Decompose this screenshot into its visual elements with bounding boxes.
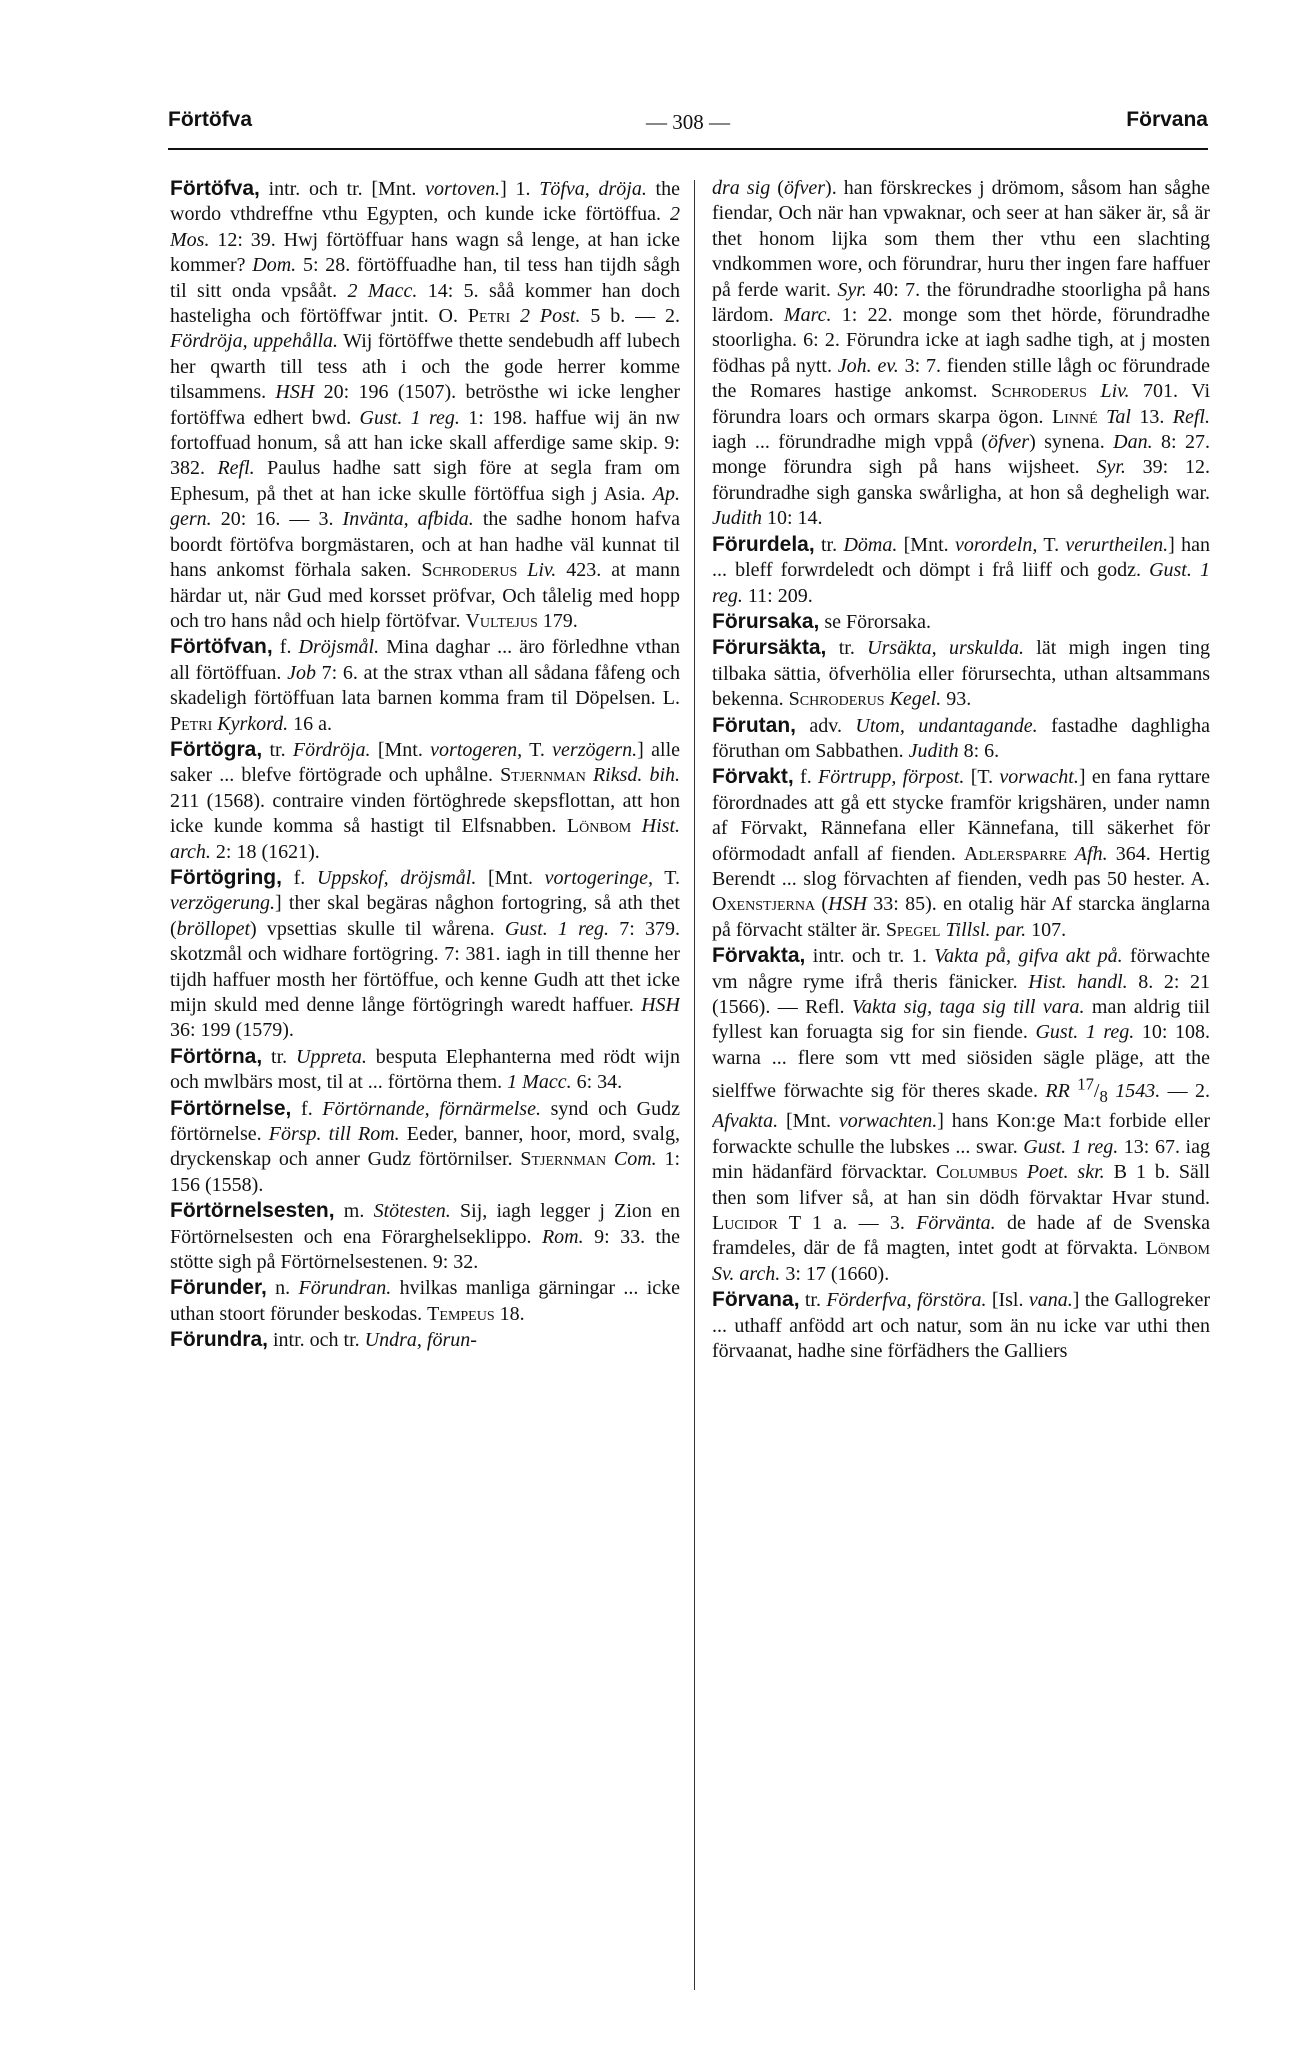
entry-definition: intr. och tr. 1. Vakta på, gifva akt på. förwachte vm någre ryme ifrå theris fänicker. Hist. handl. 8. 2: 21 (1566). — Refl. Vakta sig, taga sig till vara. man aldrig tiil fyllest kan foruagta sig for sin fiende. Gust. 1 reg. 10: 108. warna ... flere som vtt med siösiden sägle pläge, att the sielffwe förwachte sig för theres skade. RR $^{17}/_8$ 1543. — 2. Afvakta. [Mnt. vorwachten.] hans Kon:ge Ma:t forbide eller forwackte schulle the lubskes ... swar. Gust. 1 reg. 13: 67. iag min hädanfärd förvacktar. Columbus Poet. skr. B 1 b. Säll then som lifver så, at han sin dödh förvaktar Hvar stund. Lucidor T 1 a. — 3. Förvänta. de hade af de Svenska framdeles, där de få magten, intet godt at förvakta. Lönbom Sv. arch. 3: 17 (1660).	[712, 945, 1210, 1285]
dictionary-entry	[712, 635, 1210, 712]
entry-headword: Förtörnelse,	[170, 1096, 292, 1120]
entry-definition: f. Förtrupp, förpost. [T. vorwacht.] en fana ryttare förordnades att gå ett stycke framför krigshären, under namn af Förvakt, Rännefana eller Kännefana, till säkerhet för oförmodadt anfall af fienden. Adlersparre Afh. 364. Hertig Berendt ... slog förvachten af fienden, vedh pas 50 hester. A. Oxenstjerna (HSH 33: 85). en otalig här Af starcka änglarna på förvacht stälter är. Spegel Tillsl. par. 107.	[712, 766, 1210, 941]
dictionary-entry	[170, 1275, 680, 1327]
entry-headword: Förtöfva,	[170, 177, 260, 200]
dictionary-entry	[170, 176, 680, 634]
entry-headword: Förvakta,	[712, 944, 806, 968]
entry-definition: intr. och tr. [Mnt. vortoven.] 1. Töfva, dröja. the wordo vthdreffne vthu Egypten, och kunde icke förtöffua. 2 Mos. 12: 39. Hwj förtöffuar hans wagn så lenge, at han icke kommer? Dom. 5: 28. förtöffuadhe han, til tess han tijdh sågh til sitt onda vpsååt. 2 Macc. 14: 5. såå kommer han doch hasteligha och förtöffwar jntit. O. Petri 2 Post. 5 b. — 2. Fördröja, uppehålla. Wij förtöffwe thette sendebudh aff lubech her qwarth till tess ath i och the gode herrer komme tilsammens. HSH 20: 196 (1507). betrösthe wi icke lengher fortöffwa edhert bwd. Gust. 1 reg. 1: 198. haffue wij än nw fortoffuad honum, så att han icke skall afferdige same skip. 9: 382. Refl. Paulus hadhe satt sigh före at segla fram om Ephesum, på thet at han icke skulle förtöffua sigh j Asia. Ap. gern. 20: 16. — 3. Invänta, afbida. the sadhe honom hafva boordt förtöfva borgmästaren, och at han hadhe väl kunnat til hans ankomst förhala saken. Schroderus Liv. 423. at mann härdar ut, när Gud med korsset pröfvar, Och tålelig med hopp och tro hans nåd och hielp förtöfvar. Vultejus 179.	[170, 178, 680, 632]
dictionary-entry	[712, 943, 1210, 1287]
header-rule	[168, 148, 1208, 150]
dictionary-entry	[170, 865, 680, 1044]
dictionary-entry	[712, 532, 1210, 609]
header-left-headword: Förtöfva	[168, 108, 252, 131]
dictionary-entry	[170, 1044, 680, 1096]
right-column	[712, 176, 1210, 2006]
dictionary-entry	[712, 1287, 1210, 1364]
dictionary-entry	[170, 634, 680, 737]
entry-headword: Förtögra,	[170, 737, 263, 761]
entry-headword: Förvakt,	[712, 765, 794, 789]
entry-headword: Förtöfvan,	[170, 635, 273, 659]
entry-definition: n. Förundran. hvilkas manliga gärningar ... icke uthan stoort förunder beskodas. Tempeus 18.	[170, 1277, 680, 1325]
header-right-headword: Förvana	[1126, 108, 1208, 131]
entry-definition: tr. Ursäkta, urskulda. lät migh ingen ting tilbaka sättia, öfverhölia eller förursechta, uthan altsammans bekenna. Schroderus Kegel. 93.	[712, 637, 1210, 711]
dictionary-entry	[170, 1198, 680, 1275]
entry-definition: dra sig (öfver). han förskreckes j drömom, såsom han såghe fiendar, Och när han vpwaknar, och seer at han säker är, så är thet honom lijka som them ther vthu een slachting vndkommen wore, och förundrar, huru ther ingen fare haffuer på ferde warit. Syr. 40: 7. the förundradhe stoorligha på hans lärdom. Marc. 1: 22. monge som thet hörde, förundradhe stoorligha. 6: 2. Förundra icke at iagh sadhe tigh, at j mosten födhas på nytt. Joh. ev. 3: 7. fienden stille lågh oc förundrade the Romares hastige ankomst. Schroderus Liv. 701. Vi förundra loars och ormars skarpa ögon. Linné Tal 13. Refl. iagh ... förundradhe migh vppå (öfver) synena. Dan. 8: 27. monge förundra sigh på hans wijsheet. Syr. 39: 12. förundradhe sigh ganska swårligha, at hon så degheligh war. Judith 10: 14.	[712, 177, 1210, 530]
entry-definition: tr. Förderfva, förstöra. [Isl. vana.] the Gallogreker ... uthaff anfödd art och natur, som än nu icke var uthi then förvaanat, hadhe sine förfädhers the Galliers	[712, 1289, 1210, 1362]
dictionary-entry	[712, 176, 1210, 532]
entry-headword: Förurdela,	[712, 532, 815, 556]
entry-headword: Förunder,	[170, 1276, 267, 1300]
entry-headword: Förtörnelsesten,	[170, 1199, 335, 1223]
entry-definition: intr. och tr. Undra, förun-	[268, 1329, 477, 1352]
left-column	[170, 176, 680, 2006]
entry-headword: Förvana,	[712, 1288, 800, 1312]
entry-definition: f. Förtörnande, förnärmelse. synd och Gudz förtörnelse. Försp. till Rom. Eeder, banner, hoor, mord, svalg, dryckenskap och anner Gudz förtörnilser. Stjernman Com. 1: 156 (1558).	[170, 1097, 680, 1196]
entry-definition: f. Uppskof, dröjsmål. [Mnt. vortogeringe, T. verzögerung.] ther skal begäras någhon fortogring, så ath thet (bröllopet) vpsettias skulle til wårena. Gust. 1 reg. 7: 379. skotzmål och widhare fortögring. 7: 381. iagh in till thenne her tijdh haffuer mosth her förtöffue, och kenne Gudh att thet icke mijn skuld med denne långe förtögringh waredt haffuer. HSH 36: 199 (1579).	[170, 866, 680, 1042]
dictionary-entry	[712, 609, 1210, 635]
entry-headword: Förtörna,	[170, 1044, 263, 1068]
entry-definition: adv. Utom, undantagande. fastadhe daghligha föruthan om Sabbathen. Judith 8: 6.	[712, 714, 1210, 762]
entry-headword: Förundra,	[170, 1328, 268, 1352]
dictionary-entry	[170, 1327, 680, 1353]
entry-definition: tr. Döma. [Mnt. vorordeln, T. verurtheilen.] han ... bleff forwrdeledt och dömpt i frå liiff och godz. Gust. 1 reg. 11: 209.	[712, 533, 1210, 607]
entry-headword: Förursäkta,	[712, 636, 827, 660]
entry-definition: m. Stötesten. Sij, iagh legger j Zion en Förtörnelsesten och ena Förarghelseklippo. Rom. 9: 33. the stötte sigh på Förtörnelsestenen. 9: 32.	[170, 1200, 680, 1274]
entry-headword: Förtögring,	[170, 865, 282, 889]
dictionary-entry	[712, 713, 1210, 765]
dictionary-entry	[712, 764, 1210, 943]
entry-definition: tr. Uppreta. besputa Elephanterna med rödt wijn och mwlbärs most, til at ... förtörna them. 1 Macc. 6: 34.	[170, 1045, 680, 1094]
running-header	[168, 108, 1208, 148]
dictionary-entry	[170, 737, 680, 865]
entry-definition: se Förorsaka.	[819, 610, 932, 633]
entry-definition: f. Dröjsmål. Mina daghar ... äro förledhne vthan all förtöffuan. Job 7: 6. at the strax vthan all sådana fåfeng och skadeligh förtöffuan lata barnen komma fram til Döpelsen. L. Petri Kyrkord. 16 a.	[170, 636, 680, 735]
entry-definition: tr. Fördröja. [Mnt. vortogeren, T. verzögern.] alle saker ... blefve förtögrade och uphålne. Stjernman Riksd. bih. 211 (1568). contraire vinden förtöghrede skepsflottan, att hon icke kunde komma så hastigt til Elfsnabben. Lönbom Hist. arch. 2: 18 (1621).	[170, 738, 680, 863]
column-divider	[694, 180, 695, 1990]
entry-headword: Förutan,	[712, 713, 796, 737]
dictionary-entry	[170, 1096, 680, 1199]
entry-headword: Förursaka,	[712, 609, 820, 633]
page-number: — 308 —	[646, 110, 730, 134]
